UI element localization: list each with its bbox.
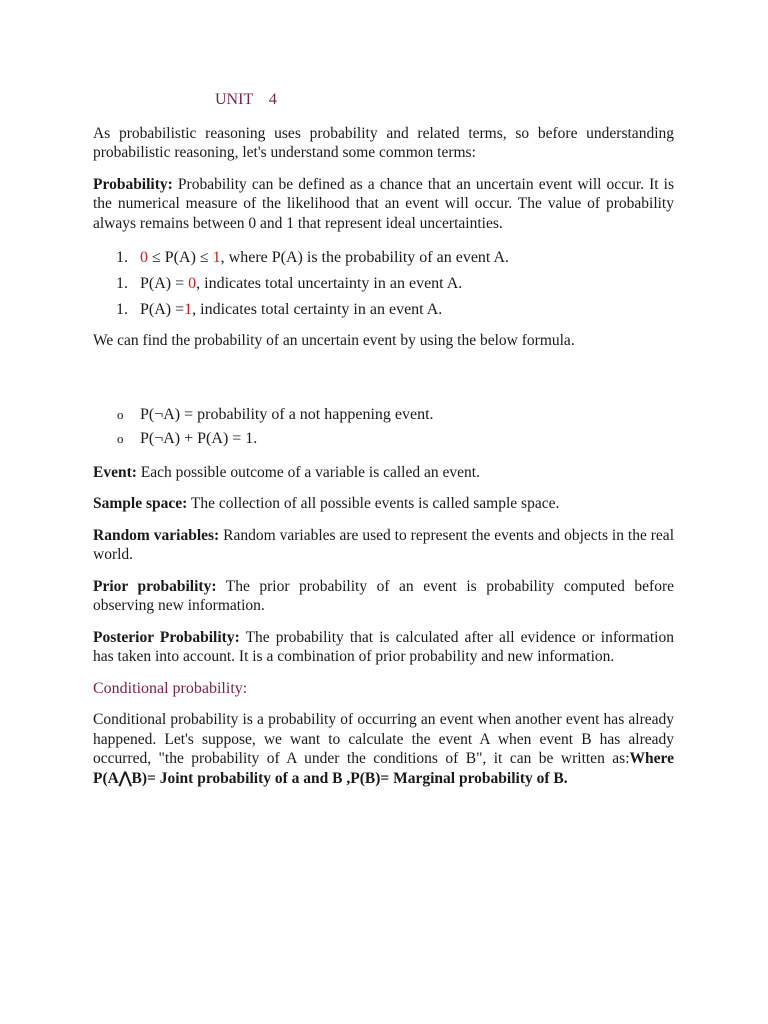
intro-paragraph: As probabilistic reasoning uses probability and related terms, so before understanding probabilistic reasoning, let's understand some common terms:	[93, 124, 674, 161]
list-number: 1.	[116, 301, 128, 318]
probability-paragraph	[93, 175, 674, 234]
list-item	[117, 403, 674, 427]
list-number: 1.	[116, 275, 128, 292]
definition-random-variables	[93, 526, 674, 565]
unit-heading	[215, 90, 674, 110]
list-number: 1.	[116, 249, 128, 266]
list-pre-text: P(A) =	[140, 301, 185, 318]
conditional-text: Conditional probability is a probability of occurring an event when another event has already happened. Let's suppose, we want to calculate the event A when event B has already occurred, "the probability of A under the conditions of B", it can be written as:	[93, 711, 674, 767]
probability-term: Probability:	[93, 175, 173, 193]
conditional-paragraph	[93, 710, 674, 788]
definition-event	[93, 463, 674, 483]
definition-text: The collection of all possible events is called sample space.	[190, 495, 560, 512]
list-pre-text: P(A) =	[140, 275, 189, 292]
list-item	[117, 427, 674, 451]
bullet-list	[93, 403, 674, 451]
definition-text: The probability that is calculated after all evidence or information has taken into account. It is a combination of prior probability and new information.	[93, 628, 674, 665]
definition-term: Event:	[93, 463, 137, 481]
numbered-list	[93, 245, 674, 323]
definition-term: Sample space:	[93, 495, 188, 512]
value-zero: 0	[188, 275, 197, 292]
value-one: 1	[212, 249, 221, 266]
definition-term: Prior probability:	[93, 577, 217, 595]
formula-placeholder	[93, 363, 674, 403]
list-text: , indicates total uncertainty in an event A.	[196, 275, 463, 292]
definition-sample-space	[93, 494, 674, 514]
unit-label: UNIT	[215, 91, 253, 108]
circle-bullet-icon: o	[117, 430, 124, 446]
definition-text: Each possible outcome of a variable is called an event.	[140, 463, 480, 481]
definition-term: Posterior Probability:	[93, 628, 240, 646]
bullet-text: P(¬A) + P(A) = 1.	[140, 429, 258, 447]
conditional-bold-text: Where P(A⋀B)= Joint probability of a and B ,P(B)= Marginal probability of B.	[93, 750, 674, 787]
value-one: 1	[184, 301, 193, 318]
definition-text: The prior probability of an event is probability computed before observing new information.	[93, 577, 674, 614]
definition-posterior-probability	[93, 628, 674, 667]
list-item	[116, 271, 674, 297]
formula-intro: We can find the probability of an uncertain event by using the below formula.	[93, 332, 575, 349]
list-item	[116, 297, 674, 323]
definition-text: Random variables are used to represent the events and objects in the real world.	[93, 526, 674, 563]
definition-prior-probability	[93, 577, 674, 616]
circle-bullet-icon: o	[117, 406, 124, 422]
definition-term: Random variables:	[93, 526, 220, 544]
list-text: , where P(A) is the probability of an event A.	[220, 249, 510, 266]
list-item	[116, 245, 674, 271]
document-content	[93, 90, 674, 800]
conditional-heading: Conditional probability:	[93, 679, 248, 697]
unit-number: 4	[268, 91, 277, 108]
list-mid-text: ≤ P(A) ≤	[148, 249, 213, 266]
probability-text: Probability can be defined as a chance that an uncertain event will occur. It is the numerical measure of the likelihood that an event will occur. The value of probability always remains between 0 and 1 that represent ideal uncertainties.	[93, 175, 674, 232]
value-zero: 0	[140, 249, 148, 266]
list-text: , indicates total certainty in an event A.	[192, 301, 443, 318]
bullet-text: P(¬A) = probability of a not happening event.	[140, 405, 434, 423]
